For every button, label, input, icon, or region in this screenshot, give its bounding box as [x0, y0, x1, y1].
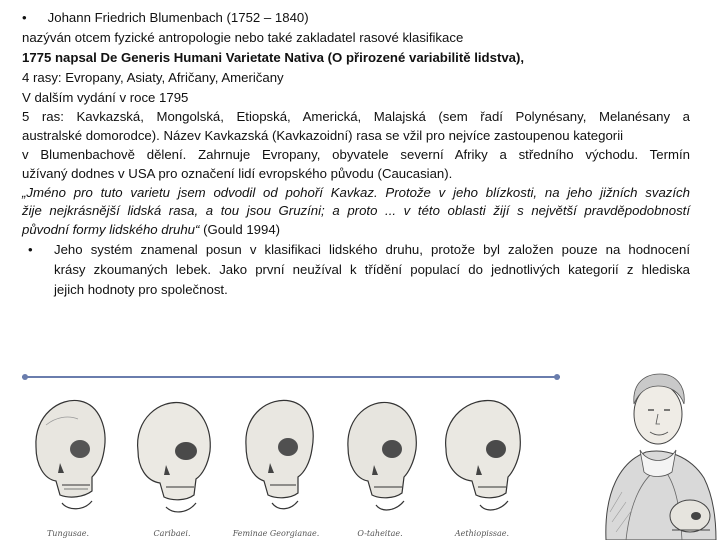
blumenbach-portrait — [586, 352, 720, 540]
skull-drawing-5 — [436, 385, 528, 525]
skull-caption-3: Feminae Georgianae. — [232, 529, 320, 538]
paragraph-5-races-line1: 5 ras: Kavkazská, Mongolská, Etiopská, Americká, Malajská (sem řadí Polynésany, Melanésany a — [22, 109, 690, 124]
skull-drawing-2 — [126, 385, 218, 525]
skull-drawing-4 — [334, 385, 426, 525]
quote-line2: žije nejkrásnější lidská rasa, a tou jsou Gruzíni; a proto ... v této oblasti žijí s největší pravděpodobností — [22, 203, 690, 218]
skull-caption-4: O-taheitae. — [357, 529, 403, 538]
bullet-2: • — [28, 242, 33, 257]
main-text — [22, 8, 690, 300]
bullet-1: • — [22, 10, 27, 25]
timeline-end-dot — [554, 374, 560, 380]
skull-image-5 — [436, 385, 528, 540]
quote-line1: „Jméno pro tuto varietu jsem odvodil od pohoří Kavkaz. Protože v jeho blízkosti, na jeho jižních svazích — [22, 185, 690, 200]
paragraph-1775: 1775 napsal De Generis Humani Varietate Nativa (O přirozené variabilitě lidstva), — [22, 50, 525, 65]
title-dates: (1752 – 1840) — [222, 10, 309, 25]
paragraph-5-races-line2: australské domorodce). Název Kavkazská (Kavkazoidní) rasa se vžil pro nejvíce zastoupenou kategorii — [22, 128, 624, 143]
skull-caption-5: Aethiopissae. — [454, 529, 510, 538]
skull-image-2 — [126, 385, 218, 540]
paragraph-1795: V dalším vydání v roce 1795 — [22, 90, 189, 105]
title-line — [22, 8, 690, 28]
title-name: Johann Friedrich Blumenbach — [47, 10, 223, 25]
bullet2-line2: krásy zkoumaných lebek. Jako první neužíval k třídění populací do jednotlivých kategorií z hlediska — [54, 262, 690, 277]
bullet2-line3: jejich hodnoty pro společnost. — [54, 282, 228, 297]
timeline-start-dot — [22, 374, 28, 380]
timeline-arrow — [22, 374, 560, 380]
bullet2-line1: Jeho systém znamenal posun v klasifikaci lidského druhu, protože byl založen pouze na hodnocení — [54, 242, 690, 257]
paragraph-4-races: 4 rasy: Evropany, Asiaty, Afričany, Američany — [22, 70, 284, 85]
quote-end: původní formy lidského druhu“ — [22, 222, 200, 237]
skull-illustrations — [22, 385, 522, 540]
bullet-paragraph-2 — [22, 240, 690, 300]
skull-image-3 — [230, 385, 322, 540]
paragraph-father: nazýván otcem fyzické antropologie nebo také zakladatel rasové klasifikace — [22, 30, 464, 45]
timeline-line — [22, 376, 560, 378]
paragraph-caucasian-line1: v Blumenbachově dělení. Zahrnuje Evropany, obyvatele severní Afriky a středního východu. Termín — [22, 147, 690, 162]
paragraph-caucasian-line2: užívaný dodnes v USA pro označení lidí evropského původu (Caucasian). — [22, 166, 453, 181]
skull-drawing-1 — [22, 385, 114, 525]
quote-line3 — [22, 220, 690, 240]
quote-citation: (Gould 1994) — [199, 222, 281, 237]
skull-caption-1: Tungusae. — [46, 529, 90, 538]
skull-image-1 — [22, 385, 114, 540]
portrait-drawing — [586, 352, 720, 540]
skull-drawing-3 — [230, 385, 322, 525]
skull-image-4 — [334, 385, 426, 540]
skull-caption-2: Caribaei. — [153, 529, 191, 538]
